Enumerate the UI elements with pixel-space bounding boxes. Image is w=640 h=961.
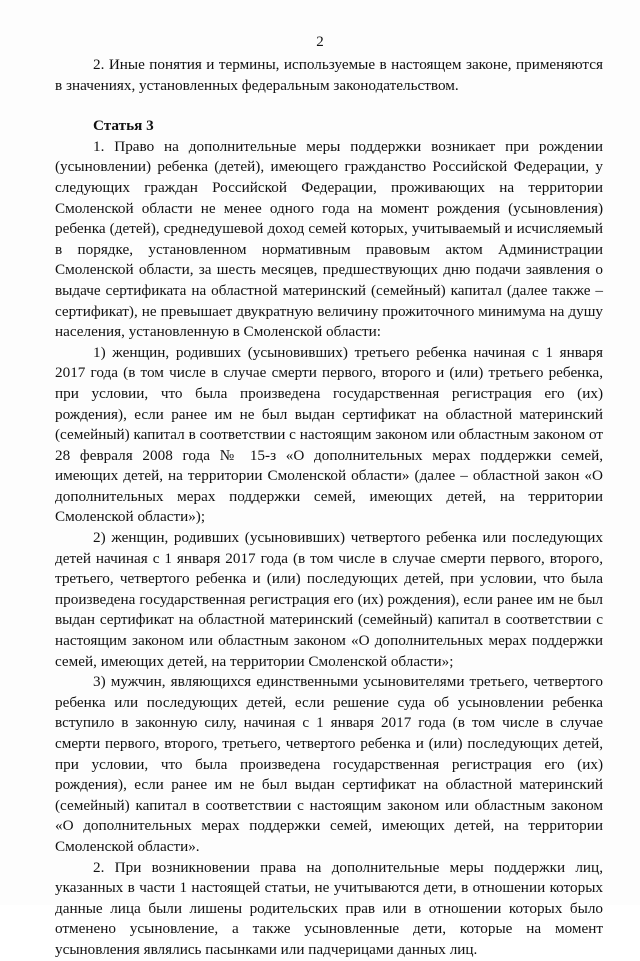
page-number: 2 <box>316 34 324 50</box>
list-item-2: 2) женщин, родивших (усыновивших) четвертого ребенка или последующих детей начиная с 1 января 2017 года (в том числе в случае смерти первого, второго, третьего, четвертого ребенка и (или) последующих детей, при условии, что была произведена государственная регистрация его (их) рождения), если ранее им не был выдан сертификат на областной материнский (семейный) капитал в соответствии с настоящим законом или областным законом «О дополнительных мерах поддержки семей, имеющих детей, на территории Смоленской области»; <box>55 529 603 670</box>
document-body <box>55 55 603 961</box>
list-item-3: 3) мужчин, являющихся единственными усыновителями третьего, четвертого ребенка или последующих детей, если решение суда об усыновлении ребенка вступило в законную силу, начиная с 1 января 2017 года (в том числе в случае смерти первого, второго, третьего, четвертого ребенка и (или) последующих детей, при условии, что была произведена государственная регистрация его (их) рождения), если ранее им не был выдан сертификат на областной материнский (семейный) капитал в соответствии с настоящим законом или областным законом «О дополнительных мерах поддержки семей, имеющих детей, на территории Смоленской области». <box>55 673 603 855</box>
intro-paragraph: 2. Иные понятия и термины, используемые в настоящем законе, применяются в значениях, установленных федеральным законодательством. <box>55 56 603 94</box>
article-paragraph-1: 1. Право на дополнительные меры поддержки возникает при рождении (усыновлении) ребенка (детей), имеющего гражданство Российской Федерации, у следующих граждан Российской Федерации, проживающих на территории Смоленской области не менее одного года на момент рождения (усыновления) ребенка (детей), среднедушевой доход семей которых, учитываемый и исчисляемый в порядке, установленном нормативным правовым актом Администрации Смоленской области, за шесть месяцев, предшествующих дню подачи заявления о выдаче сертификата на областной материнский (семейный) капитал (далее также – сертификат), не превышает двукратную величину прожиточного минимума на душу населения, установленную в Смоленской области: <box>55 137 603 341</box>
article-paragraph-2: 2. При возникновении права на дополнительные меры поддержки лиц, указанных в части 1 настоящей статьи, не учитываются дети, в отношении которых данные лица были лишены родительских прав или в отношении которых было отменено усыновление, а также усыновленные дети, которые на момент усыновления являлись пасынками или падчерицами данных лиц. <box>55 858 603 958</box>
article-heading: Статья 3 <box>93 117 154 135</box>
list-item-1: 1) женщин, родивших (усыновивших) третьего ребенка начиная с 1 января 2017 года (в том числе в случае смерти первого, второго и (или) третьего ребенка, при условии, что была произведена государственная регистрация его (их) рождения), если ранее им не был выдан сертификат на областной материнский (семейный) капитал в соответствии с настоящим законом или областным законом от 28 февраля 2008 года № 15-з «О дополнительных мерах поддержки семей, имеющих детей, на территории Смоленской области» (далее – областной закон «О дополнительных мерах поддержки семей, имеющих детей, на территории Смоленской области»); <box>55 343 603 526</box>
